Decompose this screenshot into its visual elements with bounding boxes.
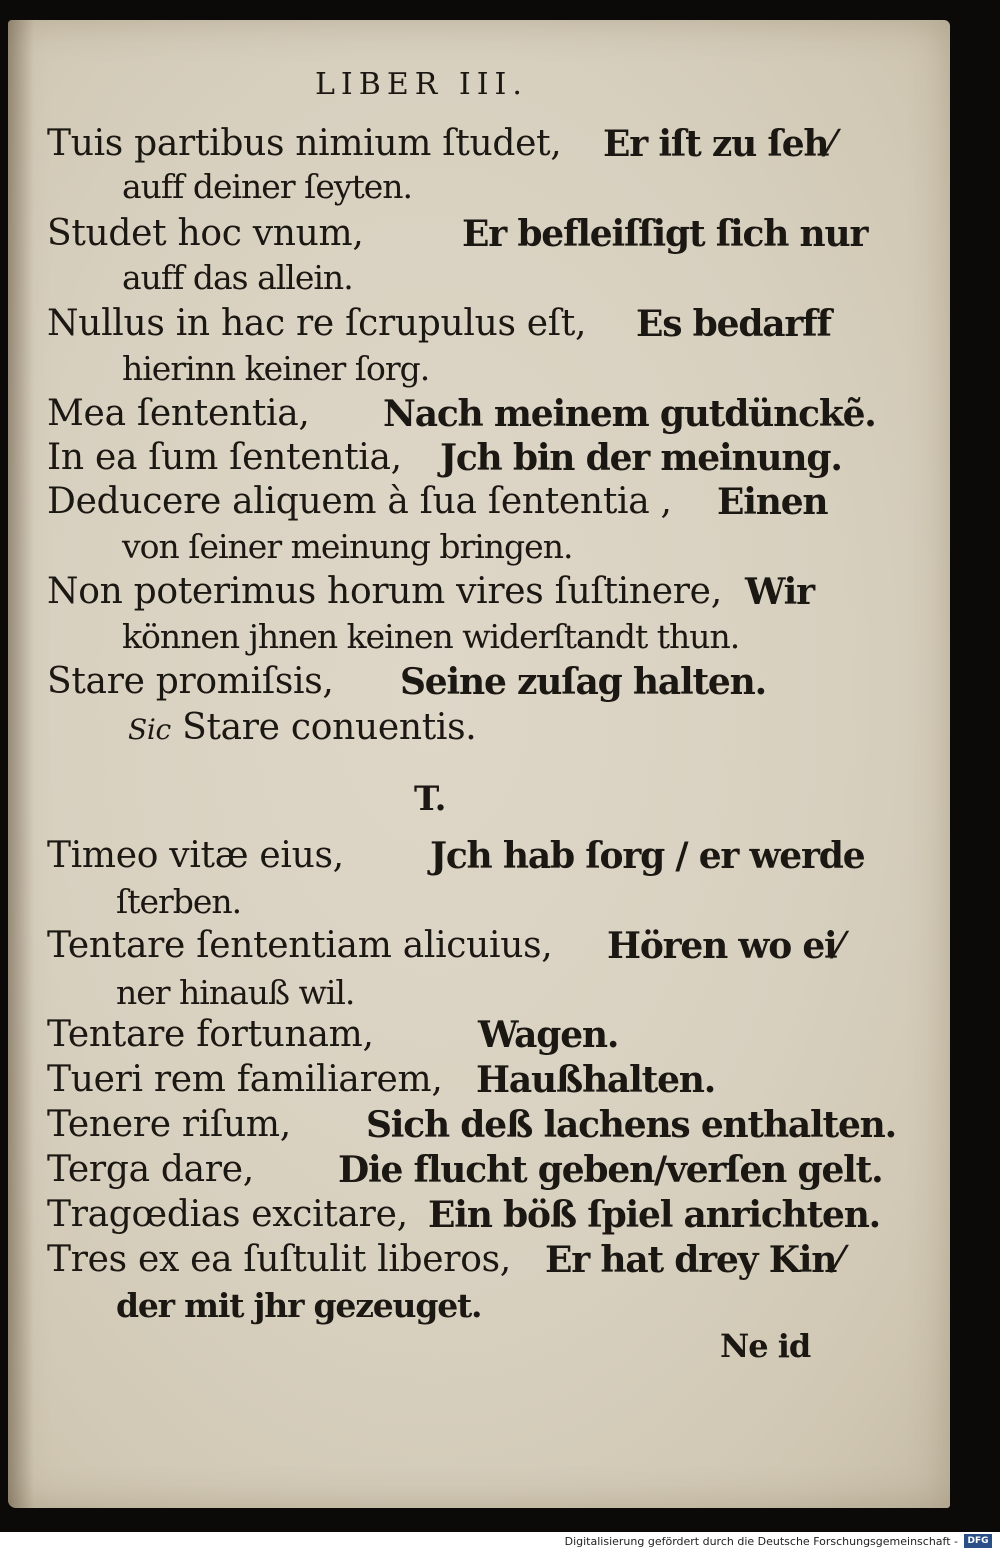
latin-phrase: Tenere riſum, [47,1104,291,1145]
continuation-line: hierinn keiner ſorg. [122,349,430,388]
german-translation: Nach meinem gutdünckẽ. [383,393,876,435]
german-translation: Einen [717,481,828,523]
latin-phrase: In ea ſum ſententia, [47,437,402,478]
page-gutter-shadow [8,20,34,1508]
sic-line [128,707,477,748]
sic-marker: Sic [128,713,171,746]
dfg-logo: DFG [964,1534,992,1548]
latin-phrase: Tres ex ea ſuſtulit liberos, [47,1239,511,1280]
latin-phrase: Tragœdias excitare, [47,1194,408,1235]
continuation-line: ſterben. [116,882,242,921]
continuation-line: können jhnen keinen widerſtandt thun. [122,617,740,656]
german-translation: Wagen. [478,1014,619,1056]
german-translation: Er hat drey Kin⁄ [545,1239,842,1281]
latin-phrase: Timeo vitæ eius, [47,835,344,876]
latin-phrase: Tentare ſententiam alicuius, [47,925,553,966]
german-translation: Wir [745,571,814,613]
german-translation: Er iſt zu ſeh⁄ [603,123,834,165]
latin-phrase: Nullus in hac re ſcrupulus eſt, [47,303,587,344]
continuation-line: von ſeiner meinung bringen. [122,527,573,566]
german-translation: Ein böß ſpiel anrichten. [428,1194,881,1236]
latin-phrase: Stare promiſsis, [47,661,334,702]
digitization-footer [0,1532,1000,1551]
section-letter: T. [414,779,447,819]
latin-phrase: Tuis partibus nimium ſtudet, [47,123,562,164]
latin-phrase: Terga dare, [47,1149,254,1190]
german-translation: Seine zuſag halten. [400,661,766,703]
german-translation: Sich deß lachens enthalten. [366,1104,896,1146]
latin-phrase: Non poterimus horum vires ſuſtinere, [47,571,722,612]
continuation-line: ner hinauß wil. [116,973,355,1012]
footer-credit: Digitalisierung gefördert durch die Deutsche Forschungsgemeinschaft - [564,1535,958,1548]
running-head: LIBER III. [315,67,528,102]
latin-phrase: Deducere aliquem à ſua ſententia , [47,481,672,522]
latin-phrase: Studet hoc vnum, [47,213,364,254]
latin-phrase: Tentare fortunam, [47,1014,374,1055]
continuation-line: der mit jhr gezeuget. [116,1286,482,1325]
latin-phrase: Mea ſententia, [47,393,310,434]
german-translation: Jch hab ſorg / er werde [430,835,865,877]
german-translation: Jch bin der meinung. [440,437,842,479]
continuation-line: auff deiner ſeyten. [122,167,413,206]
catchword: Ne id [720,1327,811,1365]
german-translation: Haußhalten. [476,1059,716,1101]
continuation-line: auff das allein. [122,258,353,297]
german-translation: Er befleiſſigt ſich nur [462,213,868,255]
german-translation: Es bedarff [636,303,831,345]
german-translation: Hören wo ei⁄ [607,925,842,967]
german-translation: Die flucht geben/verſen gelt. [338,1149,883,1191]
sic-phrase: Stare conuentis. [182,707,477,748]
latin-phrase: Tueri rem familiarem, [47,1059,443,1100]
